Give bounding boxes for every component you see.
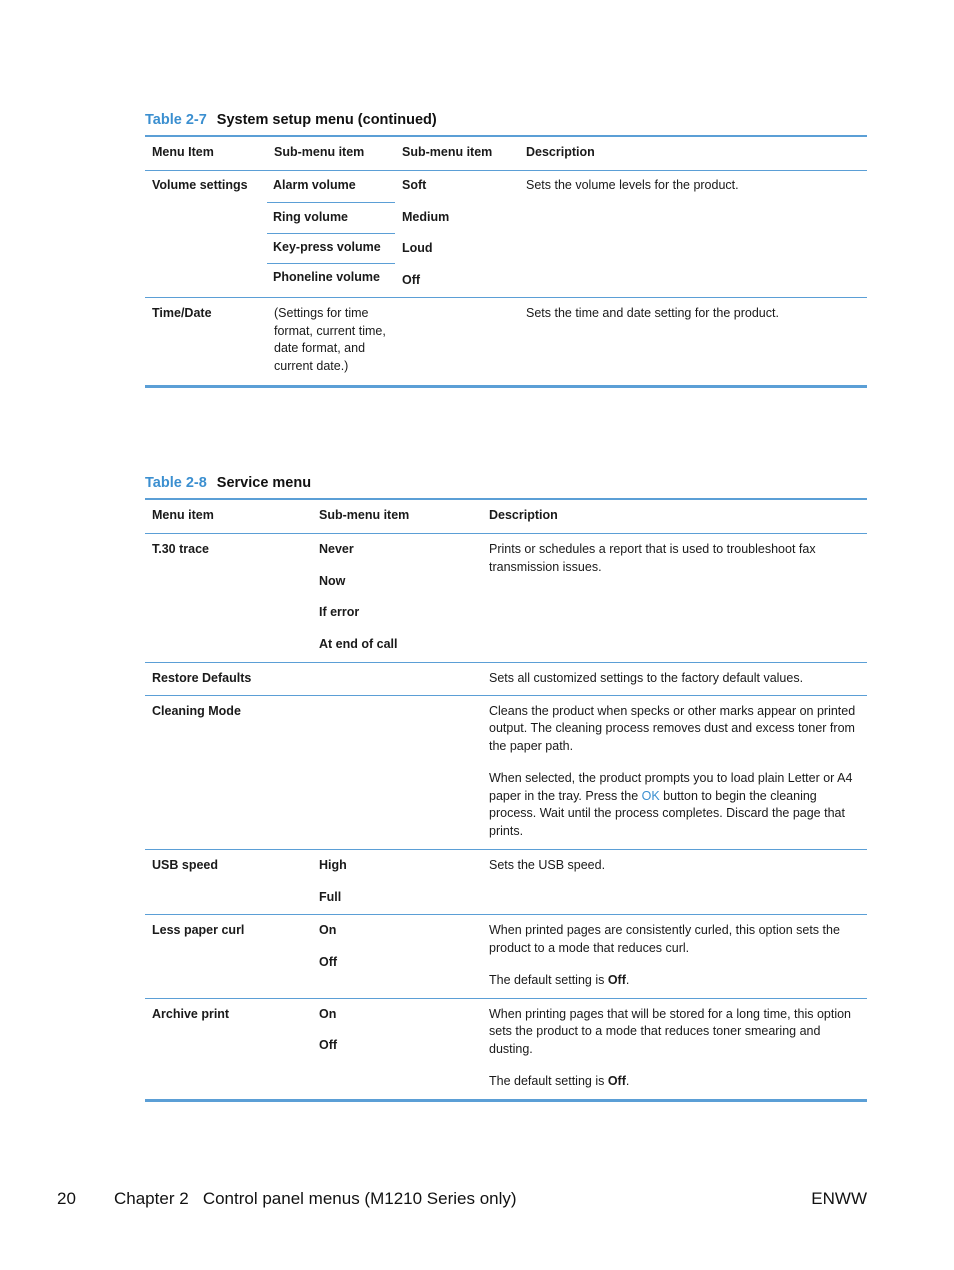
t30-options-cell xyxy=(312,533,482,662)
usb-description: Sets the USB speed. xyxy=(482,849,867,915)
archive-options-cell xyxy=(312,998,482,1100)
chapter-title: Chapter 2 Control panel menus (M1210 Series only) xyxy=(114,1189,517,1208)
level-medium: Medium xyxy=(402,209,450,224)
option-on: On xyxy=(319,1006,337,1021)
cleaning-desc2-part-b: button to begin the cleaning process. Wait until the process completes. Discard the page that prints. xyxy=(489,788,845,838)
header-menu-item: Menu Item xyxy=(145,136,267,170)
table-2-8-caption xyxy=(145,473,311,494)
ok-button-reference: OK xyxy=(641,788,660,803)
table-2-8-number: Table 2-8 xyxy=(145,475,207,491)
table-row-cleaning-mode xyxy=(145,695,867,849)
header-menu-item: Menu item xyxy=(145,499,312,533)
archive-default-setting xyxy=(489,1073,861,1091)
menu-item-archive-print: Archive print xyxy=(145,998,312,1100)
cleaning-empty xyxy=(312,695,482,849)
cleaning-description-2 xyxy=(489,770,861,841)
volume-levels-cell xyxy=(395,170,519,297)
menu-item-usb-speed: USB speed xyxy=(145,849,312,915)
curl-options-cell xyxy=(312,915,482,998)
usb-options-cell xyxy=(312,849,482,915)
page-number: 20 xyxy=(57,1189,76,1208)
header-description: Description xyxy=(482,499,867,533)
system-setup-table xyxy=(145,135,867,388)
t30-description: Prints or schedules a report that is used to troubleshoot fax transmission issues. xyxy=(489,541,816,574)
time-date-sub: (Settings for time format, current time, date format, and current date.) xyxy=(267,297,395,386)
option-off: Off xyxy=(319,1038,338,1053)
archive-default-prefix: The default setting is xyxy=(489,1073,608,1088)
level-off: Off xyxy=(402,273,421,287)
menu-item-volume-settings: Volume settings xyxy=(152,177,248,192)
curl-default-value: Off xyxy=(607,972,626,987)
table-header-row xyxy=(145,499,867,533)
subitem-alarm-volume: Alarm volume xyxy=(267,171,395,203)
menu-item-t30-trace: T.30 trace xyxy=(152,541,209,556)
header-sub-menu-item: Sub-menu item xyxy=(267,136,395,170)
service-menu-table xyxy=(145,498,867,1102)
option-high: High xyxy=(319,857,347,872)
subitem-phoneline-volume: Phoneline volume xyxy=(273,270,380,284)
level-loud: Loud xyxy=(402,241,433,256)
table-row-usb-speed xyxy=(145,849,867,915)
archive-default-value: Off xyxy=(607,1073,626,1088)
option-never: Never xyxy=(319,541,354,556)
level-soft: Soft xyxy=(402,177,427,192)
table-header-row xyxy=(145,136,867,170)
table-row-t30-trace xyxy=(145,533,867,662)
archive-description: When printing pages that will be stored for a long time, this option sets the product to a mode that reduces toner smearing and dusting. xyxy=(489,1006,852,1056)
curl-description: When printed pages are consistently curled, this option sets the product to a mode that reduces curl. xyxy=(489,923,840,955)
option-full: Full xyxy=(319,889,342,904)
option-if-error: If error xyxy=(319,605,360,620)
table-2-8-title: Service menu xyxy=(216,475,312,491)
table-2-7-title: System setup menu (continued) xyxy=(216,112,437,128)
archive-description-cell xyxy=(482,998,867,1100)
cleaning-description-cell xyxy=(482,695,867,849)
header-sub-menu-item: Sub-menu item xyxy=(312,499,482,533)
curl-description-cell xyxy=(482,915,867,998)
time-date-description: Sets the time and date setting for the product. xyxy=(519,297,867,386)
subitem-ring-volume: Ring volume xyxy=(267,203,395,235)
restore-empty xyxy=(312,662,482,695)
option-off: Off xyxy=(319,955,338,969)
subitem-key-press-volume: Key-press volume xyxy=(267,234,395,264)
menu-item-cleaning-mode: Cleaning Mode xyxy=(145,695,312,849)
time-date-empty xyxy=(395,297,519,386)
table-row-time-date xyxy=(145,297,867,386)
header-sub-menu-item-2: Sub-menu item xyxy=(395,136,519,170)
cleaning-description-1: Cleans the product when specks or other marks appear on printed output. The cleaning process removes dust and excess toner from the paper path. xyxy=(489,703,856,753)
option-now: Now xyxy=(319,573,346,588)
table-2-7-caption xyxy=(145,110,437,131)
option-on: On xyxy=(319,923,337,938)
cleaning-desc2-part-a: When selected, the product prompts you to load plain Letter or A4 paper in the tray. Press the xyxy=(489,770,853,803)
table-2-7-number: Table 2-7 xyxy=(145,112,207,128)
table-row-restore-defaults xyxy=(145,662,867,695)
option-at-end-of-call: At end of call xyxy=(319,637,398,651)
volume-description: Sets the volume levels for the product. xyxy=(526,177,739,192)
menu-item-restore-defaults: Restore Defaults xyxy=(145,662,312,695)
volume-subitems-cell xyxy=(267,170,395,297)
menu-item-less-paper-curl: Less paper curl xyxy=(145,915,312,998)
table-row-archive-print xyxy=(145,998,867,1100)
table-row-volume-settings xyxy=(145,170,867,297)
archive-default-suffix: . xyxy=(625,1073,630,1088)
restore-description: Sets all customized settings to the factory default values. xyxy=(482,662,867,695)
table-row-less-paper-curl xyxy=(145,915,867,998)
curl-default-suffix: . xyxy=(625,972,630,987)
menu-item-time-date: Time/Date xyxy=(145,297,267,386)
curl-default-setting xyxy=(489,972,861,990)
curl-default-prefix: The default setting is xyxy=(489,972,608,987)
footer-enww: ENWW xyxy=(811,1189,867,1208)
header-description: Description xyxy=(519,136,867,170)
